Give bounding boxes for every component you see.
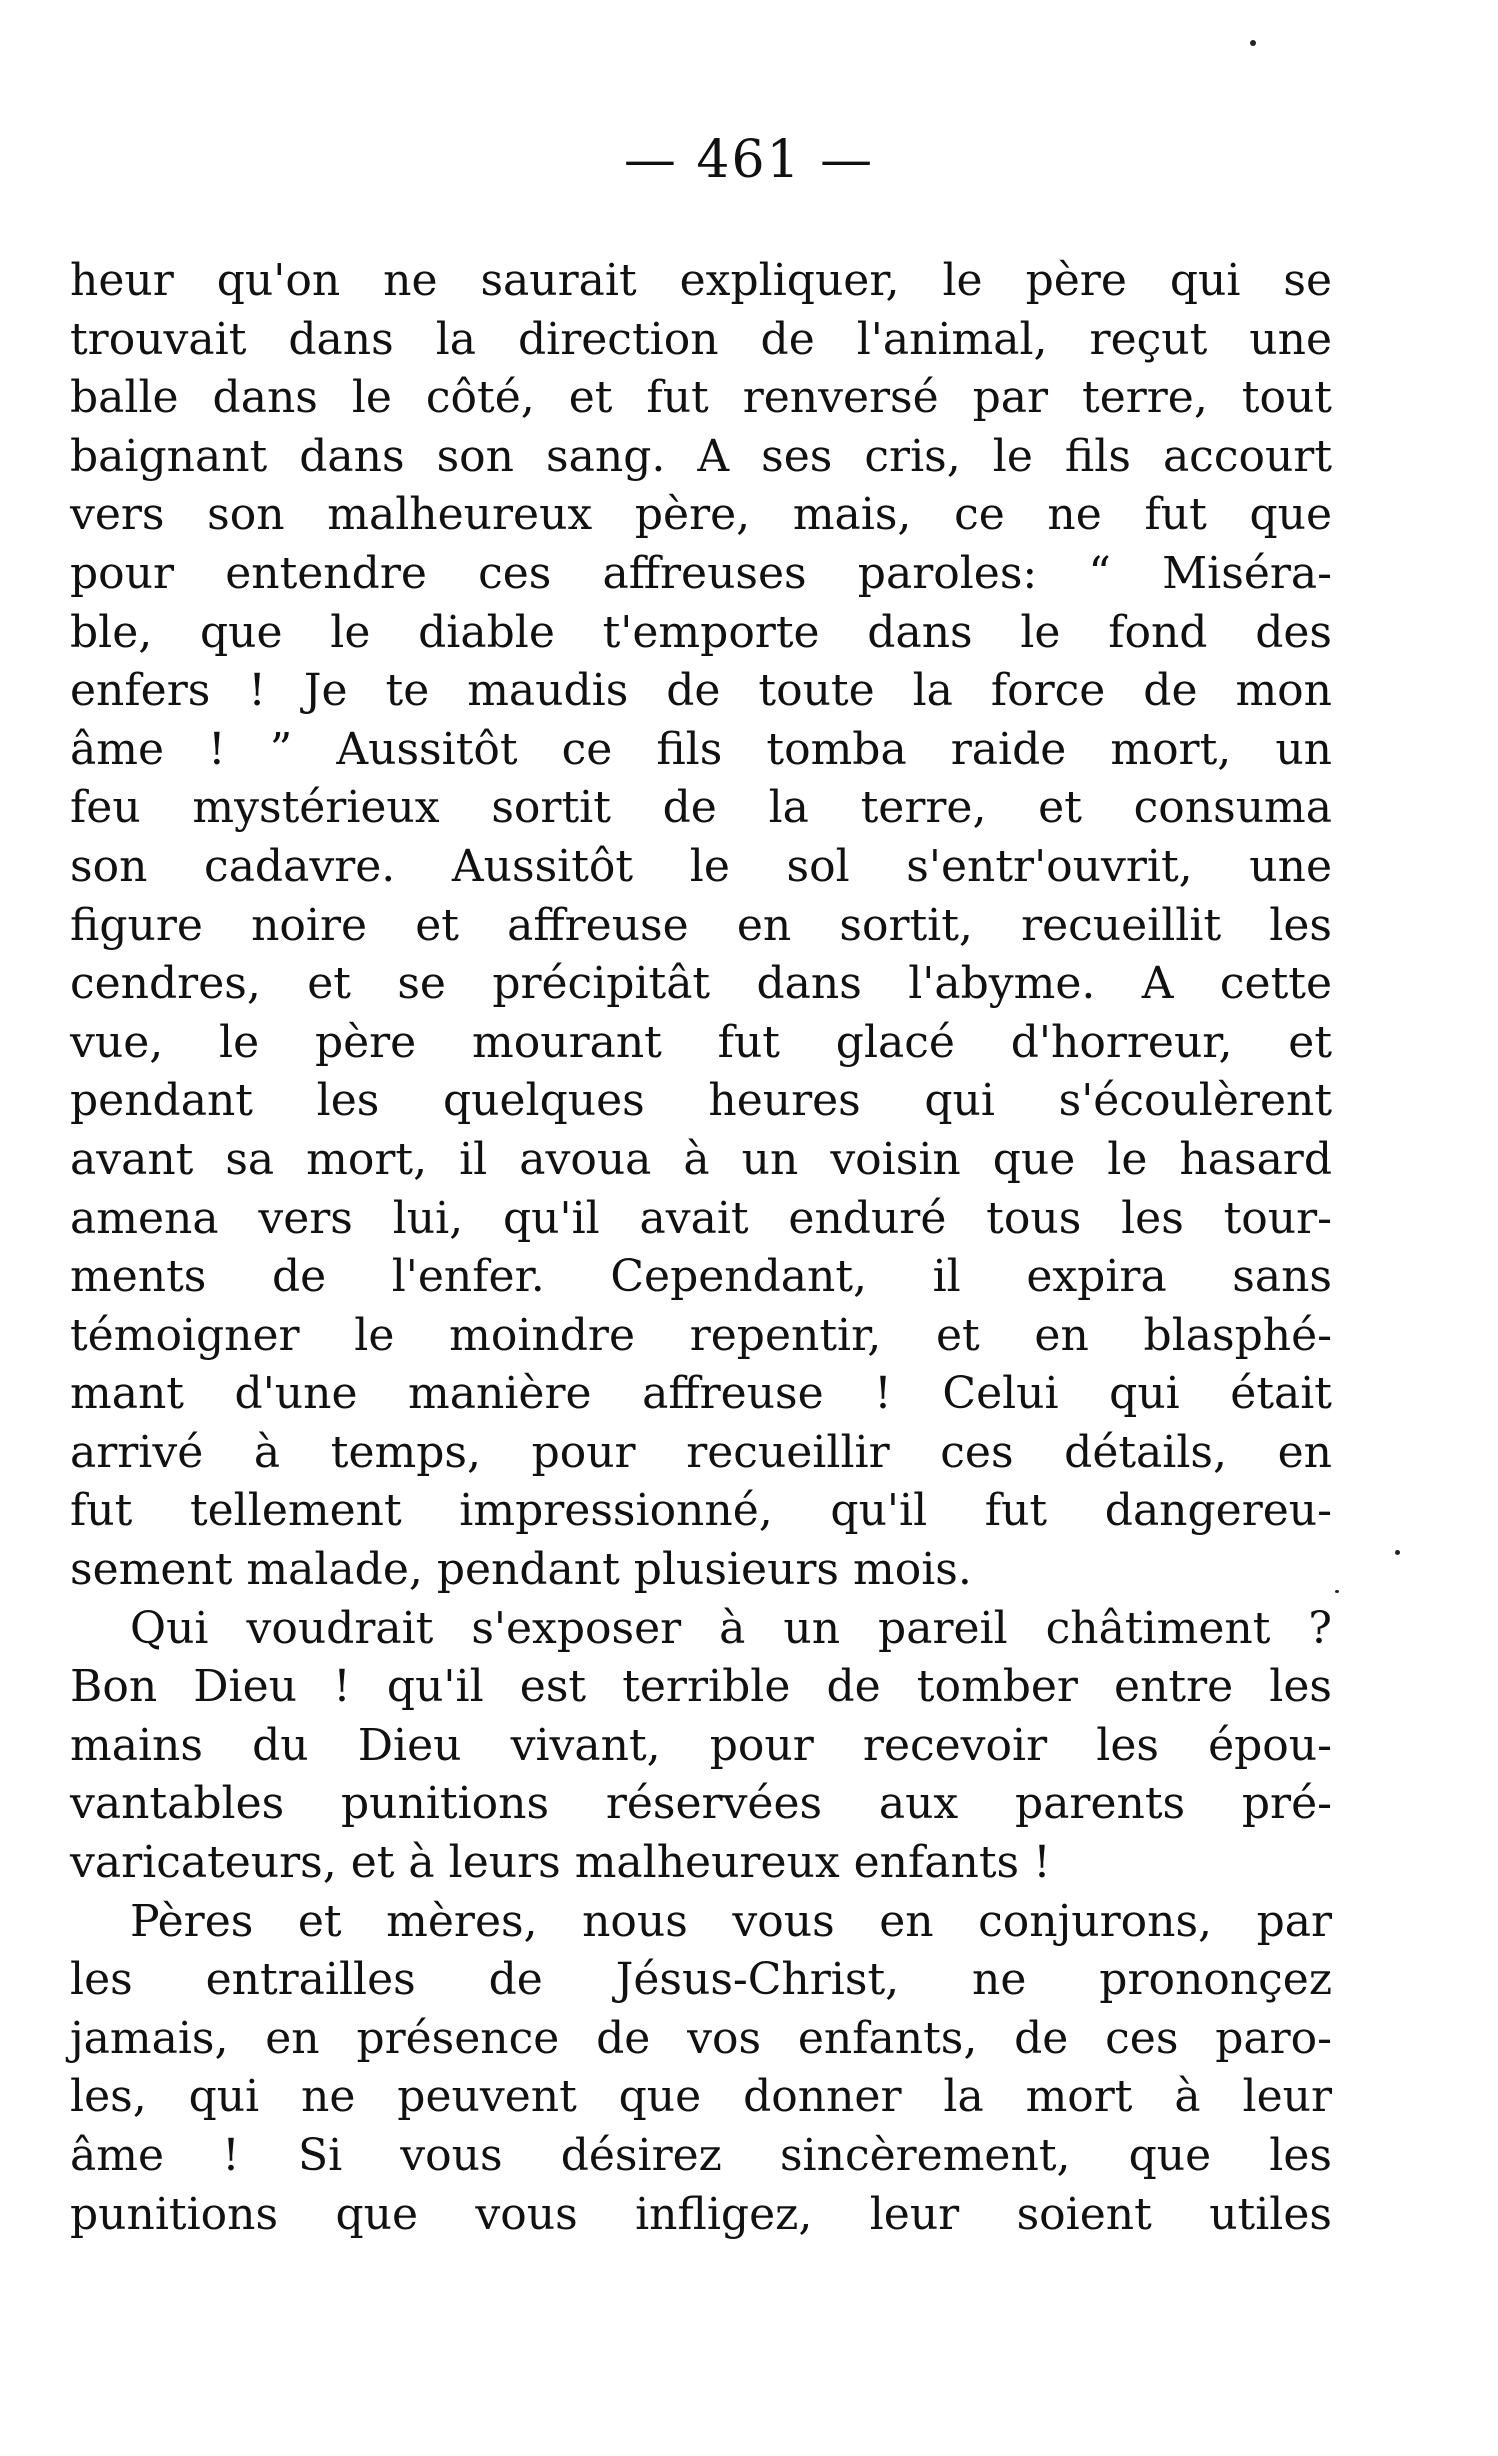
text-line: les, qui ne peuvent que donner la mort à leur xyxy=(70,2071,1332,2123)
text-line: sement malade, pendant plusieurs mois. xyxy=(70,1544,972,1596)
body-text xyxy=(70,252,1332,2244)
text-line: âme ! ” Aussitôt ce fils tomba raide mort, un xyxy=(70,723,1332,775)
ink-speck xyxy=(1335,1590,1339,1593)
text-line: ments de l'enfer. Cependant, il expira sans xyxy=(70,1251,1332,1303)
text-line: son cadavre. Aussitôt le sol s'entr'ouvrit, une xyxy=(70,840,1332,892)
ink-speck xyxy=(1250,40,1256,46)
text-line: Pères et mères, nous vous en conjurons, par xyxy=(130,1895,1332,1947)
text-line: vantables punitions réservées aux parents pré- xyxy=(70,1778,1332,1830)
text-line: fut tellement impressionné, qu'il fut dangereu- xyxy=(70,1485,1332,1537)
text-line: vue, le père mourant fut glacé d'horreur, et xyxy=(70,1016,1332,1068)
text-line: varicateurs, et à leurs malheureux enfants ! xyxy=(70,1837,1051,1889)
text-line: cendres, et se précipitât dans l'abyme. A cette xyxy=(70,958,1332,1010)
text-line: Bon Dieu ! qu'il est terrible de tomber entre les xyxy=(70,1661,1332,1713)
text-line: témoigner le moindre repentir, et en blasphé- xyxy=(70,1309,1332,1361)
page-number: — 461 — xyxy=(623,130,875,190)
text-line: figure noire et affreuse en sortit, recueillit les xyxy=(70,899,1332,951)
text-line: vers son malheureux père, mais, ce ne fut que xyxy=(70,489,1332,541)
text-line: balle dans le côté, et fut renversé par terre, tout xyxy=(70,372,1332,424)
text-line: baignant dans son sang. A ses cris, le fils accourt xyxy=(70,430,1332,482)
ink-speck xyxy=(1395,1550,1400,1555)
text-line: mant d'une manière affreuse ! Celui qui était xyxy=(70,1368,1332,1420)
text-line: enfers ! Je te maudis de toute la force de mon xyxy=(70,665,1332,717)
text-line: feu mystérieux sortit de la terre, et consuma xyxy=(70,782,1332,834)
text-line: Qui voudrait s'exposer à un pareil châtiment ? xyxy=(130,1602,1332,1654)
text-line: pour entendre ces affreuses paroles: “ Miséra- xyxy=(70,547,1332,599)
text-line: arrivé à temps, pour recueillir ces détails, en xyxy=(70,1426,1332,1478)
text-line: trouvait dans la direction de l'animal, reçut une xyxy=(70,313,1332,365)
text-line: amena vers lui, qu'il avait enduré tous les tour- xyxy=(70,1192,1332,1244)
text-line: punitions que vous infligez, leur soient utiles xyxy=(70,2188,1332,2240)
text-line: ble, que le diable t'emporte dans le fond des xyxy=(70,606,1332,658)
text-line: âme ! Si vous désirez sincèrement, que les xyxy=(70,2130,1332,2181)
text-line: heur qu'on ne saurait expliquer, le père qui se xyxy=(70,255,1332,306)
text-line: pendant les quelques heures qui s'écoulèrent xyxy=(70,1075,1332,1127)
text-line: jamais, en présence de vos enfants, de ces paro- xyxy=(70,2012,1332,2064)
text-line: les entrailles de Jésus-Christ, ne prononçez xyxy=(70,1954,1332,2006)
text-line: avant sa mort, il avoua à un voisin que le hasard xyxy=(70,1133,1332,1185)
text-line: mains du Dieu vivant, pour recevoir les épou- xyxy=(70,1719,1332,1771)
